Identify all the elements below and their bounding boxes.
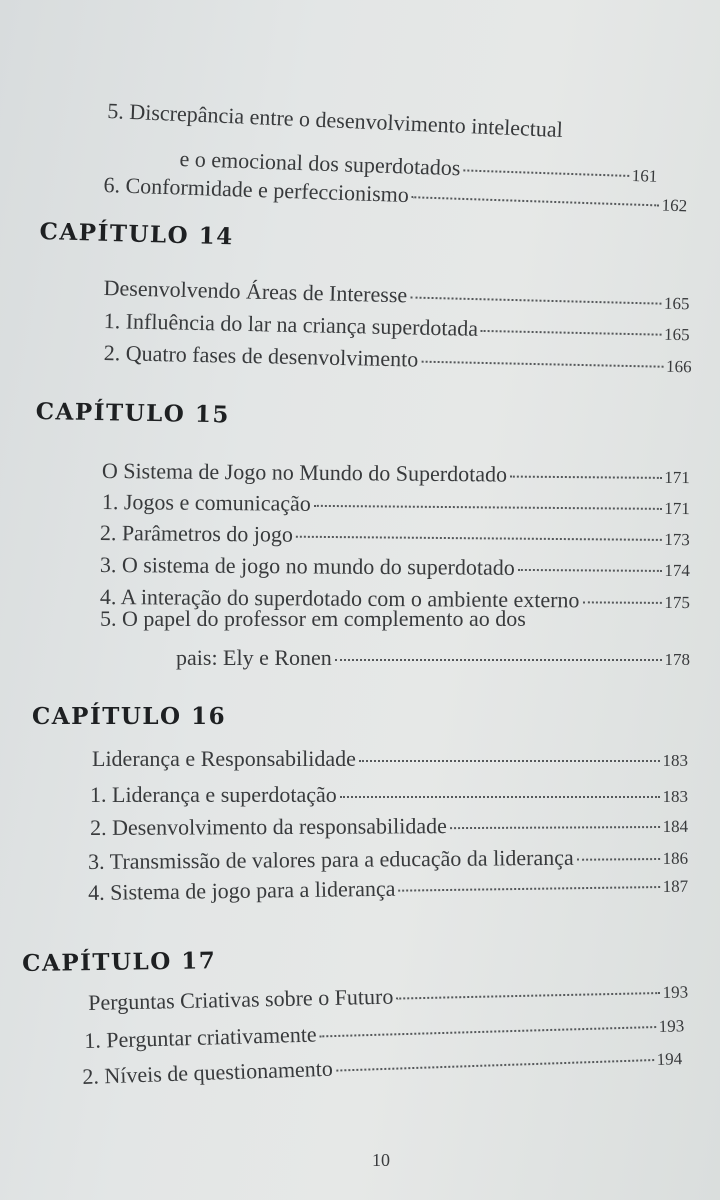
toc-page-number: 173 xyxy=(664,529,690,550)
toc-entry-title: 3. O sistema de jogo no mundo do superdotado xyxy=(99,552,515,580)
dot-leader xyxy=(314,505,662,510)
toc-page-number: 174 xyxy=(664,560,690,581)
toc-page-number: 184 xyxy=(662,816,689,837)
dot-leader xyxy=(396,992,659,1000)
toc-entry-ch15-5-line1: 5. O papel do professor em complemento ao dos xyxy=(100,606,526,631)
chapter-heading: CAPÍTULO 17 xyxy=(22,947,217,977)
toc-entry-title: O Sistema de Jogo no Mundo do Superdotado xyxy=(101,458,508,487)
dot-leader xyxy=(335,659,662,661)
toc-entry-title: 1. Perguntar criativamente xyxy=(84,1021,317,1053)
toc-entry-ch15-3 xyxy=(100,552,690,582)
toc-entry-title: 6. Conformidade e perfeccionismo xyxy=(103,172,410,208)
dot-leader xyxy=(320,1026,656,1037)
toc-entry-title: Perguntas Criativas sobre o Futuro xyxy=(88,983,394,1015)
toc-entry-title: 2. Níveis de questionamento xyxy=(82,1055,334,1089)
dot-leader xyxy=(398,886,659,892)
toc-entry-title: 4. A interação do superdotado com o ambiente externo xyxy=(99,584,580,613)
chapter-heading: CAPÍTULO 14 xyxy=(39,218,235,251)
toc-page-number: 178 xyxy=(664,650,690,669)
toc-entry-ch17-intro xyxy=(88,977,688,1016)
dot-leader xyxy=(582,601,661,604)
toc-entry-ch15-intro xyxy=(102,458,690,489)
dot-leader xyxy=(340,796,660,798)
dot-leader xyxy=(463,169,628,176)
toc-entry-title: pais: Ely e Ronen xyxy=(176,645,332,670)
page-number: 10 xyxy=(372,1150,390,1170)
toc-entry-ch16-2 xyxy=(90,812,688,841)
toc-entry-ch14-2 xyxy=(103,340,691,378)
dot-leader xyxy=(577,858,660,861)
dot-leader xyxy=(336,1059,654,1072)
toc-page-number: 165 xyxy=(663,324,690,345)
toc-entry-title: e o emocional dos superdotados xyxy=(179,146,461,181)
dot-leader xyxy=(481,330,661,336)
toc-entry-ch16-4 xyxy=(88,872,688,906)
toc-page-number: 171 xyxy=(664,498,690,519)
dot-leader xyxy=(518,569,662,572)
toc-entry-title: 4. Sistema de jogo para a liderança xyxy=(88,875,396,905)
toc-entry-ch16-1 xyxy=(90,782,688,808)
toc-entry-title: 1. Influência do lar na criança superdotada xyxy=(103,308,479,341)
toc-entry-ch15-5 xyxy=(176,645,690,671)
toc-page-number: 183 xyxy=(662,751,688,770)
toc-entry-ch15-1 xyxy=(102,489,690,520)
toc-page-number: 161 xyxy=(631,165,658,186)
toc-page-number: 175 xyxy=(664,592,690,613)
toc-page-number: 166 xyxy=(665,356,692,377)
toc-entry-title: Liderança e Responsabilidade xyxy=(92,746,356,771)
chapter-heading: CAPÍTULO 15 xyxy=(35,398,231,429)
dot-leader xyxy=(296,536,661,541)
dot-leader xyxy=(359,760,660,762)
toc-entry-ch13-5-line1: 5. Discrepância entre o desenvolvimento intelectual xyxy=(106,98,564,143)
toc-entry-title: 2. Desenvolvimento da responsabilidade xyxy=(90,813,447,840)
toc-entry-title: 2. Parâmetros do jogo xyxy=(99,520,294,547)
toc-entry-ch15-2 xyxy=(100,520,690,551)
toc-entry-title: 1. Liderança e superdotação xyxy=(90,782,337,807)
toc-entry-ch16-intro xyxy=(92,746,688,772)
dot-leader xyxy=(410,296,661,304)
toc-page-number: 193 xyxy=(662,982,689,1002)
toc-page-number: 194 xyxy=(656,1049,683,1069)
toc-entry-ch16-3 xyxy=(88,844,688,875)
dot-leader xyxy=(510,476,661,479)
toc-entry-title: Desenvolvendo Áreas de Interesse xyxy=(103,275,408,308)
toc-page-number: 162 xyxy=(661,195,688,216)
dot-leader xyxy=(412,196,659,206)
chapter-heading: CAPÍTULO 16 xyxy=(32,703,227,730)
toc-page-number: 165 xyxy=(663,293,690,314)
toc-entry-title: 2. Quatro fases de desenvolvimento xyxy=(103,340,419,372)
toc-page-number: 187 xyxy=(662,876,689,896)
dot-leader xyxy=(421,361,663,368)
toc-page-number: 183 xyxy=(662,787,688,806)
toc-entry-title: 3. Transmissão de valores para a educação da liderança xyxy=(88,844,574,874)
toc-entry-ch14-1 xyxy=(103,308,689,346)
toc-entry-title: 1. Jogos e comunicação xyxy=(101,489,311,516)
toc-page-number: 186 xyxy=(662,848,689,868)
toc-page-number: 171 xyxy=(664,467,690,488)
toc-page-number: 193 xyxy=(658,1016,685,1036)
dot-leader xyxy=(450,826,660,829)
